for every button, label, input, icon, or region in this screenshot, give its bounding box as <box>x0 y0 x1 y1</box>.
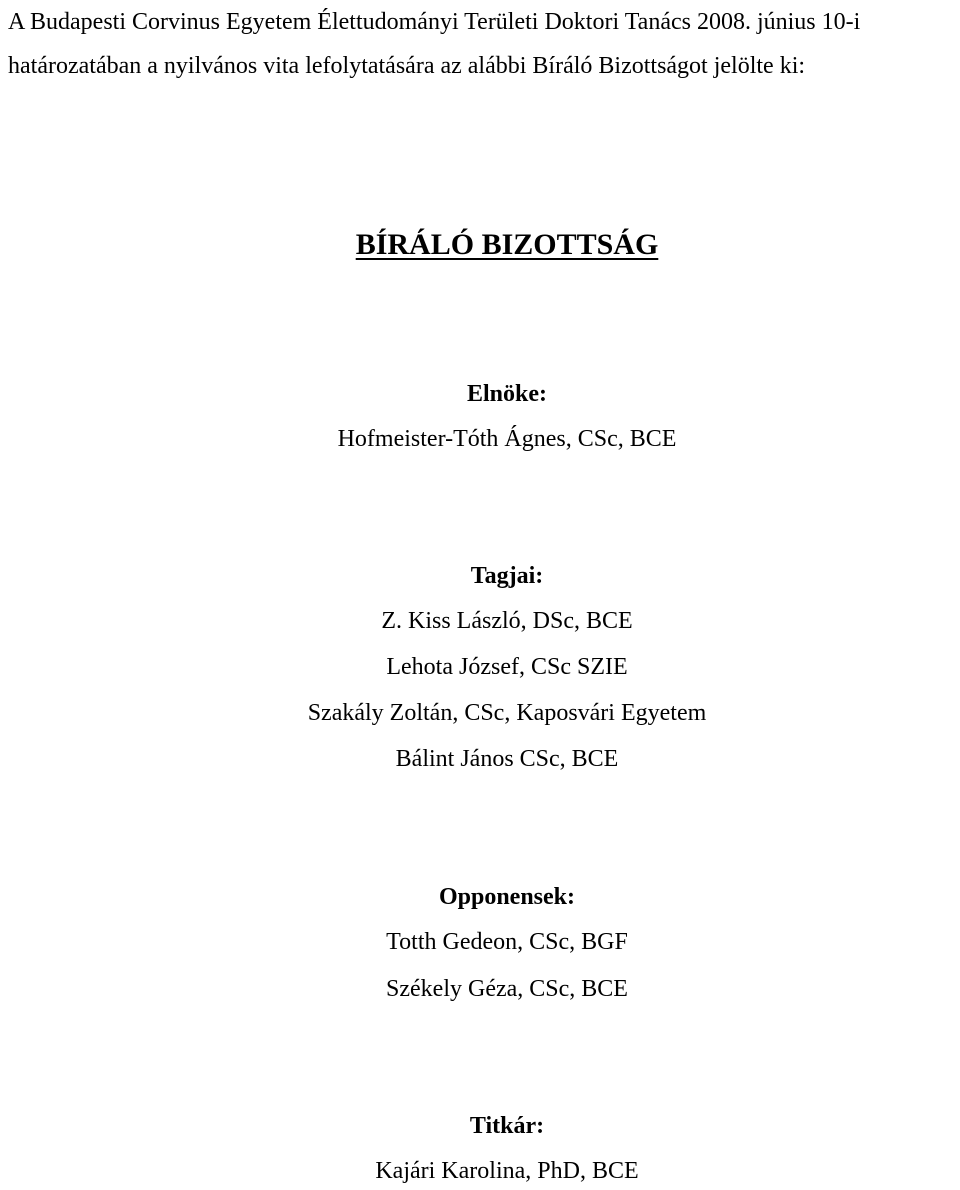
opponent-name: Székely Géza, CSc, BCE <box>386 976 628 1002</box>
intro-line-2: határozatában a nyilvános vita lefolytatására az alábbi Bíráló Bizottságot jelölte ki: <box>8 53 806 79</box>
member-name: Z. Kiss László, DSc, BCE <box>381 608 633 634</box>
committee-title: BÍRÁLÓ BIZOTTSÁG <box>355 228 659 261</box>
opponents-label: Opponensek: <box>438 884 576 910</box>
chair-label: Elnöke: <box>466 381 547 407</box>
opponent-name: Totth Gedeon, CSc, BGF <box>386 929 628 955</box>
member-name: Szakály Zoltán, CSc, Kaposvári Egyetem <box>307 700 707 726</box>
intro-line-1: A Budapesti Corvinus Egyetem Élettudományi Területi Doktori Tanács 2008. június 10-i <box>8 9 861 35</box>
secretary-name: Kajári Karolina, PhD, BCE <box>375 1158 639 1184</box>
member-name: Lehota József, CSc SZIE <box>386 654 628 680</box>
members-label: Tagjai: <box>470 563 544 589</box>
intro-paragraph <box>8 0 958 88</box>
secretary-label: Titkár: <box>469 1113 545 1139</box>
chair-name: Hofmeister-Tóth Ágnes, CSc, BCE <box>337 426 677 452</box>
member-name: Bálint János CSc, BCE <box>395 746 619 772</box>
